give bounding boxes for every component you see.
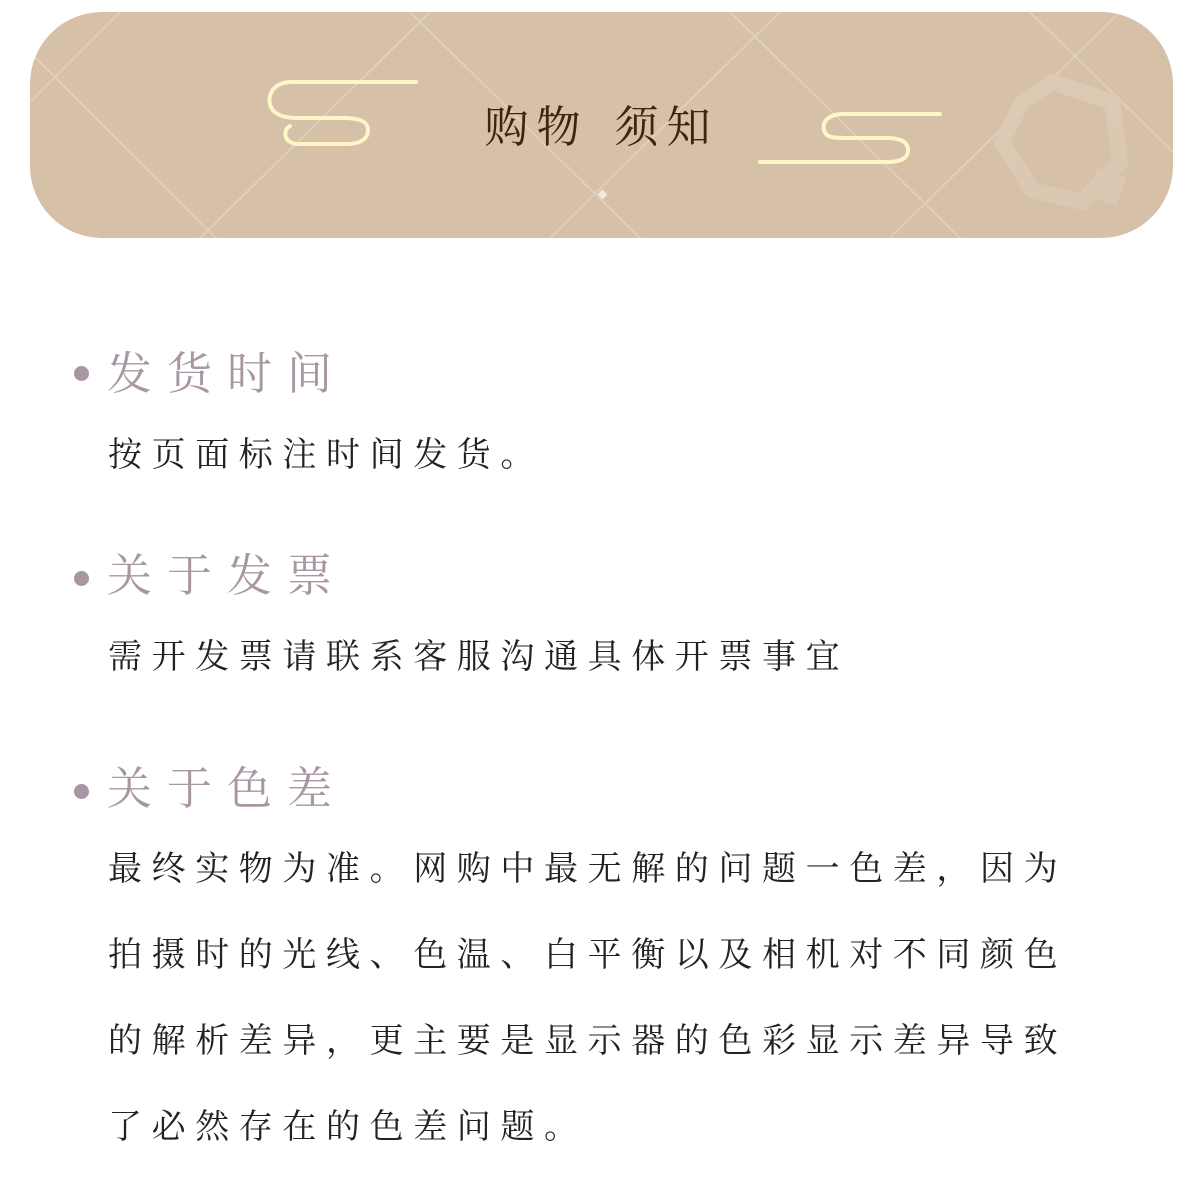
bullet-dot-icon <box>74 784 89 799</box>
title-part-2: 须知 <box>614 102 719 153</box>
body-line: 的解析差异，更主要是显示器的色彩显示差异导致 <box>108 1021 1068 1061</box>
bullet-dot-icon <box>74 366 89 381</box>
section-body <box>108 826 1088 1170</box>
section-heading: 关于色差 <box>107 762 348 815</box>
banner-title <box>30 98 1173 158</box>
section-body <box>108 412 1088 498</box>
section-heading: 发货时间 <box>107 347 348 400</box>
body-line: 了必然存在的色差问题。 <box>108 1107 588 1147</box>
bullet-dot-icon <box>74 571 89 586</box>
section-heading: 关于发票 <box>107 549 348 602</box>
body-line: 拍摄时的光线、色温、白平衡以及相机对不同颜色 <box>108 935 1068 975</box>
section-body <box>108 614 1088 700</box>
title-part-1: 购物 <box>484 102 589 153</box>
body-line: 需开发票请联系客服沟通具体开票事宜 <box>108 637 850 677</box>
body-line: 按页面标注时间发货。 <box>108 435 544 475</box>
body-line: 最终实物为准。网购中最无解的问题一色差，因为 <box>108 849 1068 889</box>
shopping-notice-banner <box>30 12 1173 238</box>
